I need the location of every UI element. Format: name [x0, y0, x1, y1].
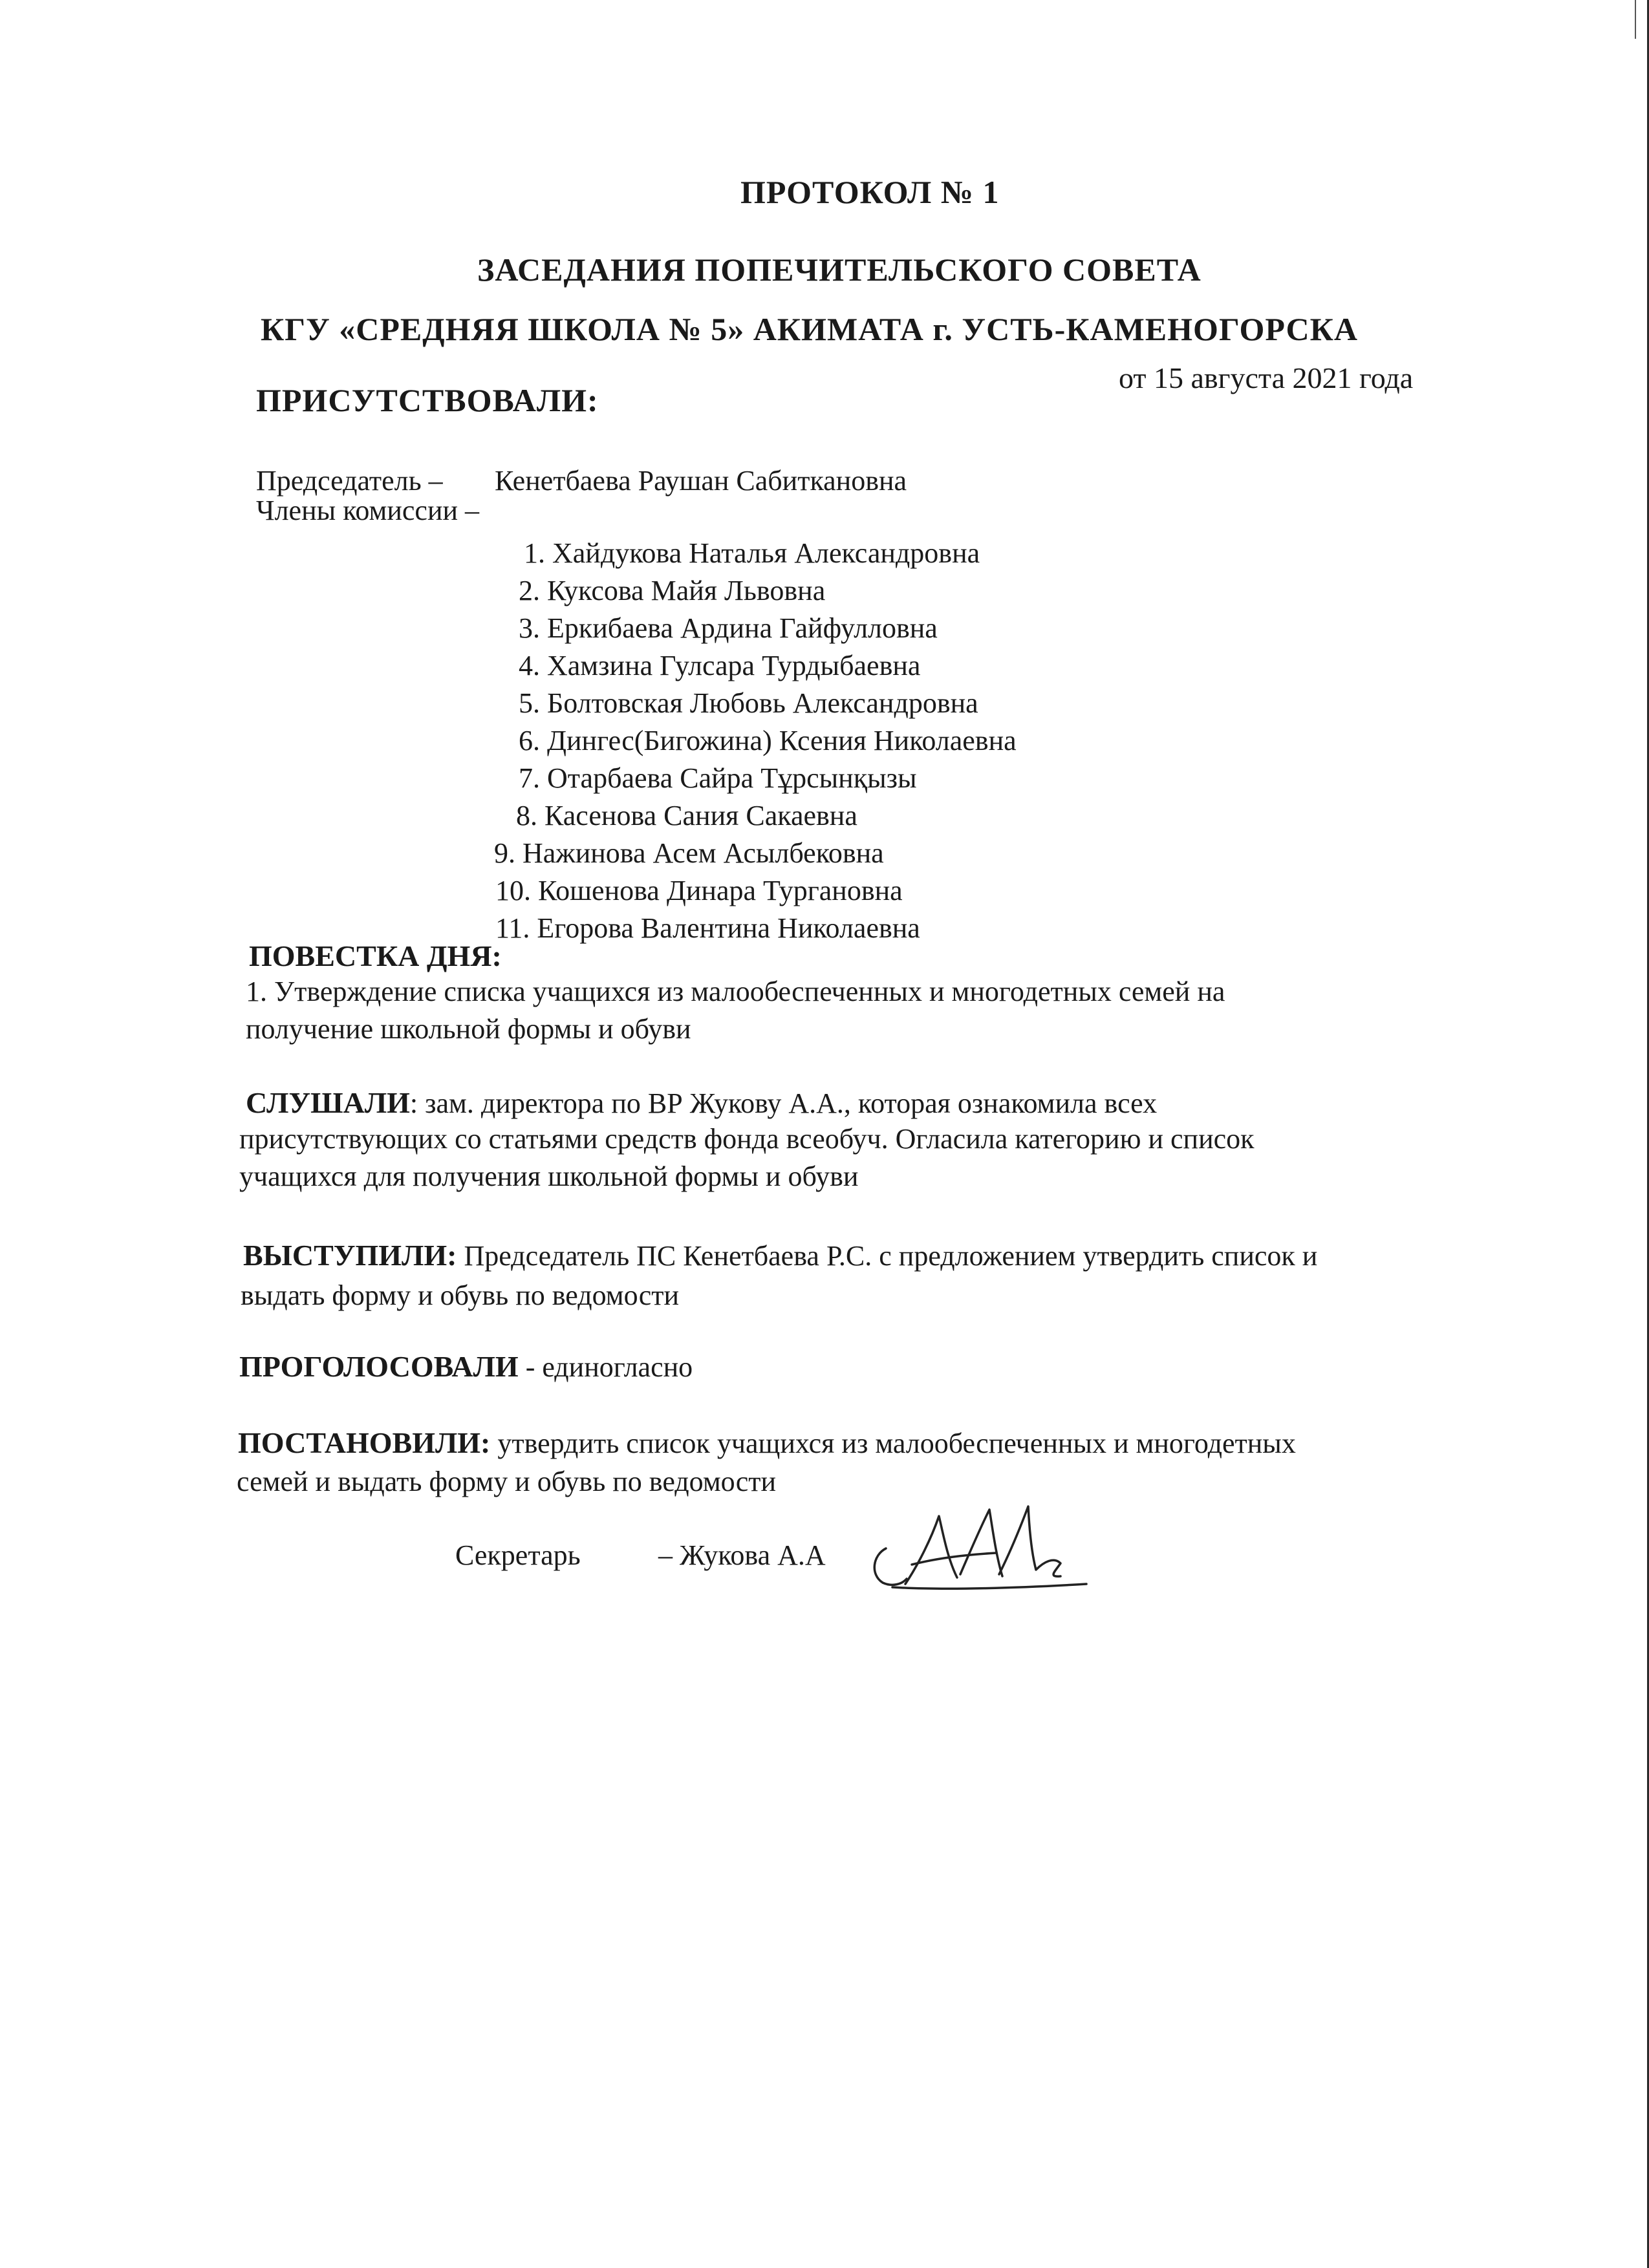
- listened-line2: присутствующих со статьями средств фонда всеобуч. Огласила категорию и список: [239, 1123, 1255, 1155]
- member-item: 3. Еркибаева Ардина Гайфулловна: [519, 612, 938, 644]
- spoke-line1: [243, 1239, 1317, 1273]
- resolved-line2: семей и выдать форму и обувь по ведомости: [237, 1466, 777, 1497]
- spoke-text: Председатель ПС Кенетбаева Р.С. с предложением утвердить список и: [457, 1240, 1318, 1272]
- agenda-item-line2: получение школьной формы и обуви: [246, 1013, 691, 1045]
- document-date: от 15 августа 2021 года: [1119, 361, 1414, 394]
- handwritten-signature: [867, 1493, 1099, 1597]
- listened-line1: [246, 1086, 1157, 1120]
- resolved-label: ПОСТАНОВИЛИ:: [238, 1426, 491, 1459]
- spoke-label: ВЫСТУПИЛИ:: [243, 1239, 457, 1272]
- member-item: 11. Егорова Валентина Николаевна: [495, 912, 920, 944]
- member-item: 1. Хайдукова Наталья Александровна: [524, 537, 980, 569]
- agenda-item-line1: 1. Утверждение списка учащихся из малообеспеченных и многодетных семей на: [246, 976, 1225, 1007]
- scan-mark: [1635, 0, 1636, 39]
- secretary-role: Секретарь: [455, 1539, 581, 1571]
- voted-label: ПРОГОЛОСОВАЛИ: [239, 1350, 519, 1383]
- member-item: 8. Касенова Сания Сакаевна: [516, 800, 857, 831]
- attendance-heading: ПРИСУТСТВОВАЛИ:: [256, 382, 599, 418]
- listened-text: : зам. директора по ВР Жукову А.А., которая ознакомила всех: [409, 1087, 1158, 1119]
- secretary-name: – Жукова А.А: [658, 1539, 826, 1571]
- resolved-line1: [238, 1426, 1296, 1460]
- listened-line3: учащихся для получения школьной формы и обуви: [239, 1161, 859, 1192]
- member-item: 10. Кошенова Динара Тургановна: [495, 875, 903, 906]
- member-item: 6. Дингес(Бигожина) Ксения Николаевна: [519, 725, 1017, 756]
- member-item: 2. Куксова Майя Львовна: [519, 575, 826, 606]
- chair-name: Кенетбаева Раушан Сабиткановна: [495, 465, 907, 497]
- member-item: 9. Нажинова Асем Асылбековна: [494, 837, 884, 869]
- document-title: ПРОТОКОЛ № 1: [740, 174, 1000, 210]
- document-subtitle-line2: КГУ «СРЕДНЯЯ ШКОЛА № 5» АКИМАТА г. УСТЬ-КАМЕНОГОРСКА: [261, 311, 1359, 347]
- member-item: 5. Болтовская Любовь Александровна: [519, 687, 978, 719]
- spoke-line2: выдать форму и обувь по ведомости: [241, 1279, 680, 1311]
- voted-text: - единогласно: [518, 1351, 693, 1383]
- document-subtitle-line1: ЗАСЕДАНИЯ ПОПЕЧИТЕЛЬСКОГО СОВЕТА: [477, 251, 1202, 288]
- chair-label: Председатель –: [256, 465, 443, 497]
- resolved-text: утвердить список учащихся из малообеспеченных и многодетных: [490, 1428, 1296, 1459]
- listened-label: СЛУШАЛИ: [246, 1086, 410, 1119]
- voted-line: [239, 1350, 693, 1384]
- member-item: 7. Отарбаева Сайра Тұрсынқызы: [519, 762, 917, 794]
- members-label: Члены комиссии –: [256, 495, 480, 526]
- agenda-heading: ПОВЕСТКА ДНЯ:: [249, 939, 502, 972]
- member-item: 4. Хамзина Гулсара Турдыбаевна: [519, 650, 921, 681]
